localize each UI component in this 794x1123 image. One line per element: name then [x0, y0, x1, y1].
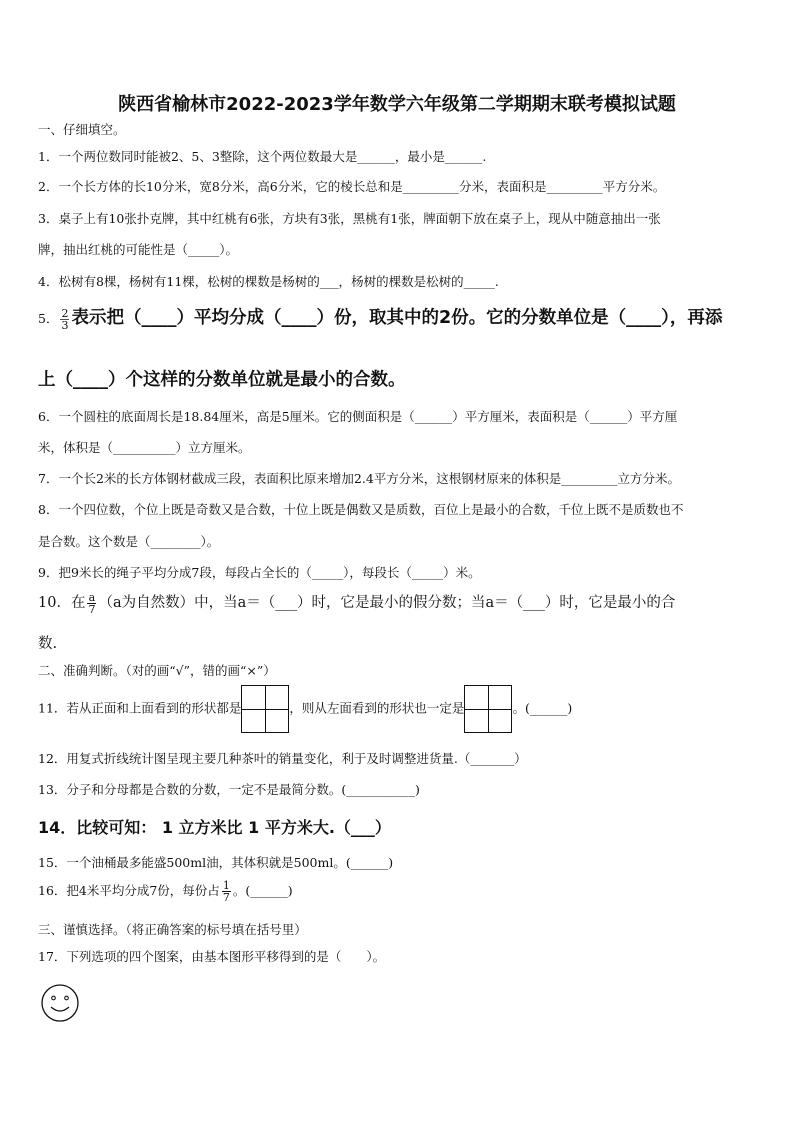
- section-3-heading: 三、谨慎选择。（将正确答案的标号填在括号里）: [38, 922, 307, 937]
- question-5-fraction: [60, 308, 69, 331]
- question-11-part-2: ，则从左面看到的形状也一定是: [289, 700, 465, 716]
- question-6-line-1: 6．一个圆柱的底面周长是18.84厘米，高是5厘米。它的侧面积是（______）平方厘米，表面积是（______）平方厘: [38, 409, 678, 424]
- question-13: 13．分子和分母都是合数的分数，一定不是最简分数。(___________): [38, 782, 420, 797]
- question-9: 9．把9米长的绳子平均分成7段，每段占全长的（_____），每段长（_____）米。: [38, 565, 481, 580]
- question-10-prefix: 10．在: [38, 595, 86, 611]
- question-16-part-2: 。(______): [232, 883, 293, 898]
- question-8-line-2: 是合数。这个数是（________）。: [38, 534, 220, 549]
- page-title: 陕西省榆林市2022-2023学年数学六年级第二学期期末联考模拟试题: [118, 94, 676, 115]
- question-10-line-2: 数.: [38, 636, 58, 652]
- question-1: 1．一个两位数同时能被2、5、3整除，这个两位数最大是______，最小是______.: [38, 149, 487, 164]
- question-8-line-1: 8．一个四位数，个位上既是奇数又是合数，十位上既是偶数又是质数，百位上是最小的合数，千位上既不是质数也不: [38, 502, 684, 517]
- question-11-part-1: 11．若从正面和上面看到的形状都是: [38, 700, 242, 716]
- question-10-text: （a为自然数）中，当a＝（___）时，它是最小的假分数；当a＝（___）时，它是最小的合: [98, 595, 676, 611]
- four-square-grid-figure: [464, 685, 512, 733]
- question-16-part-1: 16．把4米平均分成7份，每份占: [38, 883, 220, 898]
- question-10-line-1: [38, 591, 675, 615]
- question-5-number: 5．: [38, 311, 59, 326]
- question-15: 15．一个油桶最多能盛500ml油，其体积就是500ml。(______): [38, 855, 394, 870]
- question-16: [38, 880, 293, 903]
- question-14: 14．比较可知： 1 立方米比 1 平方米大.（___）: [38, 818, 391, 837]
- fraction-numerator: 2: [61, 307, 69, 320]
- smiley-face-icon: [40, 983, 80, 1023]
- question-5-line-1: [38, 304, 722, 331]
- section-1-heading: 一、仔细填空。: [38, 122, 126, 137]
- question-11-part-3: 。(______): [512, 700, 573, 716]
- fraction-denominator: 3: [61, 319, 69, 332]
- question-12: 12．用复式折线统计图呈现主要几种茶叶的销量变化，利于及时调整进货量.（_______）: [38, 751, 527, 766]
- question-4: 4．松树有8棵，杨树有11棵，松树的棵数是杨树的___，杨树的棵数是松树的_____.: [38, 274, 499, 289]
- question-5-text: 表示把（____）平均分成（____）份，取其中的2份。它的分数单位是（____），再添: [71, 308, 723, 328]
- question-5-line-2: 上（____）个这样的分数单位就是最小的合数。: [38, 370, 406, 390]
- question-3-line-2: 牌，抽出红桃的可能性是（_____）。: [38, 242, 239, 257]
- fraction-denominator: 7: [88, 602, 96, 616]
- fraction-numerator: a: [88, 590, 96, 604]
- question-6-line-2: 米，体积是（__________）立方厘米。: [38, 440, 251, 455]
- question-10-fraction: [87, 592, 96, 615]
- question-16-fraction: [222, 880, 231, 903]
- section-2-heading: 二、准确判断。（对的画“√”，错的画“×”）: [38, 663, 276, 678]
- question-7: 7．一个长2米的长方体钢材截成三段，表面积比原来增加2.4平方分米，这根钢材原来的体积是_________立方分米。: [38, 471, 681, 486]
- fraction-denominator: 7: [222, 891, 230, 904]
- question-17: 17．下列选项的四个图案，由基本图形平移得到的是（ ）。: [38, 949, 386, 964]
- fraction-numerator: 1: [222, 879, 230, 892]
- four-square-grid-figure: [241, 685, 289, 733]
- question-11: [38, 685, 572, 733]
- question-2: 2．一个长方体的长10分米，宽8分米，高6分米，它的棱长总和是_________分米，表面积是_________平方分米。: [38, 179, 666, 194]
- question-3-line-1: 3．桌子上有10张扑克牌，其中红桃有6张，方块有3张，黑桃有1张，牌面朝下放在桌子上，现从中随意抽出一张: [38, 211, 661, 226]
